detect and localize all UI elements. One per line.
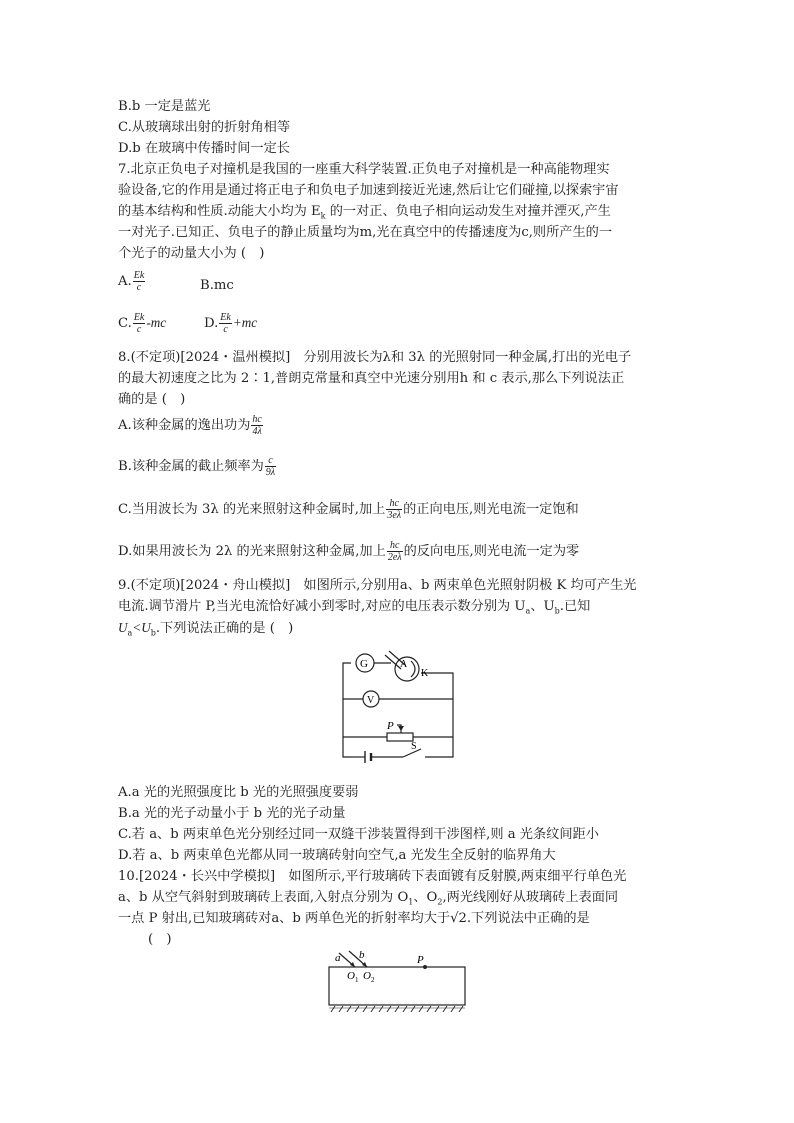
- q7-stem-line3: 的基本结构和性质.动能大小均为 $E_k$ 的一对正、负电子相向运动发生对撞并湮灭,产生: [118, 204, 611, 221]
- q9-option-b: B.a 光的光子动量小于 b 光的光子动量: [118, 806, 346, 821]
- q9-rheostat-icon: [387, 733, 413, 741]
- q10-glass-brick-diagram: [325, 945, 470, 1013]
- q7-stem-line4: 一对光子.已知正、负电子的静止质量均为m,光在真空中的传播速度为c,则所产生的一: [118, 225, 613, 240]
- q10-stem-line1: 10.[2024・长兴中学模拟] 如图所示,平行玻璃砖下表面镀有反射膜,两束细平行单色光: [118, 869, 627, 884]
- q8-stem-line1: 8.(不定项)[2024・温州模拟] 分别用波长为λ和 3λ 的光照射同一种金属,打出的光电子: [118, 350, 632, 365]
- q6-option-d: D.b 在玻璃中传播时间一定长: [118, 141, 290, 156]
- q8-stem-line3: 确的是 ( ): [118, 392, 186, 407]
- q9-wire-left: [343, 663, 351, 757]
- q10-label-b: b: [359, 949, 365, 961]
- q8-stem-line2: 的最大初速度之比为 2∶1,普朗克常量和真空中光速分别用h 和 c 表示,那么下列说法正: [118, 371, 625, 386]
- q7-stem-line1: 7.北京正负电子对撞机是我国的一座重大科学装置.正负电子对撞机是一种高能物理实: [118, 162, 610, 177]
- q9-label-v: V: [367, 695, 375, 706]
- q8-option-c: C.当用波长为 3λ 的光来照射这种金属时,加上 $\frac{hc}{3e\lambda}$ 的正向电压,则光电流一定饱和: [118, 498, 579, 521]
- q10-stem-line3: 一点 P 射出,已知玻璃砖对a、b 两单色光的折射率均大于√2.下列说法中正确的是: [118, 911, 590, 926]
- q10-label-p: P: [417, 954, 424, 966]
- q7-option-d: D. $\frac{Ek}{c}$ +mc: [204, 312, 258, 335]
- q9-option-a: A.a 光的光照强度比 b 光的光照强度要弱: [118, 785, 359, 800]
- q9-circuit-diagram: [325, 645, 465, 777]
- q9-stem-line1: 9.(不定项)[2024・舟山模拟] 如图所示,分别用a、b 两束单色光照射阴极 K 均可产生光: [118, 578, 637, 593]
- q10-label-o2: $O_2$: [363, 970, 375, 984]
- q9-label-g: G: [360, 658, 368, 670]
- q6-option-b: B.b 一定是蓝光: [118, 99, 211, 114]
- q10-label-o1: $O_1$: [347, 970, 359, 984]
- q10-label-a: a: [335, 952, 341, 964]
- q10-stem-line4: ( ): [148, 932, 172, 947]
- q9-stem-line2: 电流.调节滑片 P,当光电流恰好减小到零时,对应的电压表示数分别为 $U_a$、$U_b$.已知: [118, 599, 591, 616]
- q7-option-b: B.mc: [200, 278, 234, 293]
- q10-stem-line2: a、b 从空气斜射到玻璃砖上表面,入射点分别为 $O_1$、$O_2$,两光线刚好从玻璃砖上表面同: [118, 890, 619, 907]
- q8-option-a: A.该种金属的逸出功为 $\frac{hc}{4\lambda}$: [118, 414, 262, 437]
- q7-option-c: C. $\frac{Ek}{c}$ -mc: [118, 312, 167, 335]
- q10-reflective-film: [329, 1006, 465, 1012]
- q9-label-s: S: [411, 741, 417, 752]
- q9-option-d: D.若 a、b 两束单色光都从同一玻璃砖射向空气,a 光发生全反射的临界角大: [118, 848, 556, 863]
- q6-option-c: C.从玻璃球出射的折射角相等: [118, 120, 291, 135]
- q7-stem-line5: 个光子的动量大小为 ( ): [118, 246, 265, 261]
- q8-option-b: B.该种金属的截止频率为 $\frac{c}{9\lambda}$: [118, 455, 276, 478]
- q7-stem-line2: 验设备,它的作用是通过将正电子和负电子加速到接近光速,然后让它们碰撞,以探索宇宙: [118, 183, 619, 198]
- q9-stem-line3: $U_a<U_b$.下列说法正确的是 ( ): [118, 620, 294, 638]
- q9-label-p: P: [387, 720, 394, 732]
- q8-option-d: D.如果用波长为 2λ 的光来照射这种金属,加上 $\frac{hc}{2e\lambda}$ 的反向电压,则光电流一定为零: [118, 540, 580, 563]
- q9-label-k: K: [421, 668, 429, 679]
- q9-label-a: A: [400, 659, 408, 670]
- q9-option-c: C.若 a、b 两束单色光分别经过同一双缝干涉装置得到干涉图样,则 a 光条纹间距小: [118, 827, 599, 842]
- q9-wire-right: [421, 673, 453, 757]
- q9-battery-icon: [365, 751, 371, 763]
- q7-option-a: A. $\frac{Ek}{c}$: [118, 270, 145, 293]
